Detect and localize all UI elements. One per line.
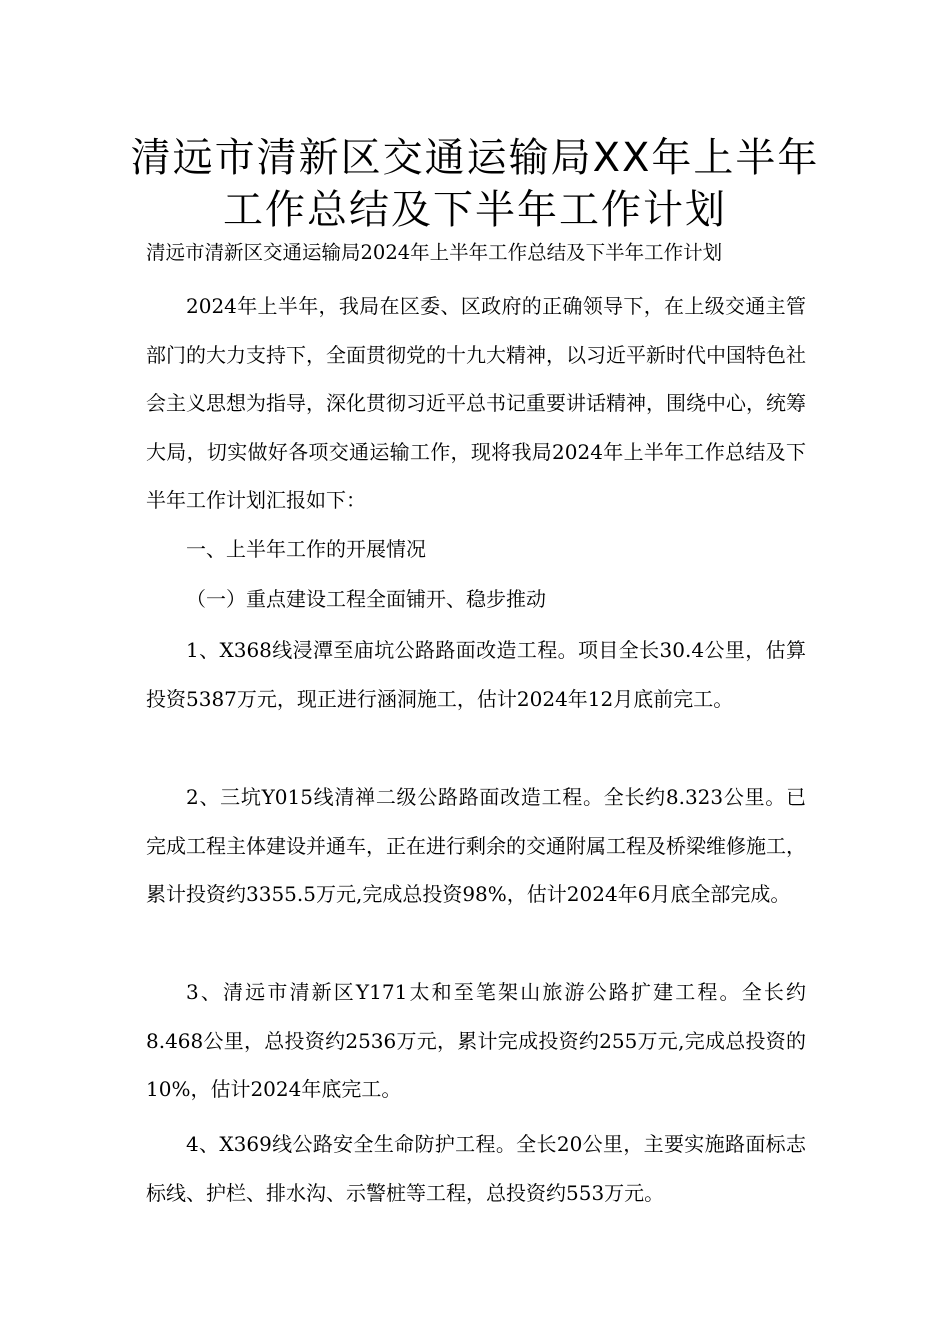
document-title-line-1: 清远市清新区交通运输局XX年上半年 — [130, 135, 820, 181]
list-item: 1、X368线浸潭至庙坑公路路面改造工程。项目全长30.4公里，估算投资5387万元，现正进行涵洞施工，估计2024年12月底前完工。 — [146, 638, 806, 711]
list-item: 3、清远市清新区Y171太和至笔架山旅游公路扩建工程。全长约8.468公里，总投资约2536万元，累计完成投资约255万元,完成总投资的10%，估计2024年底完工。 — [146, 980, 806, 1101]
list-item: 2、三坑Y015线清禅二级公路路面改造工程。全长约8.323公里。已完成工程主体建设并通车，正在进行剩余的交通附属工程及桥梁维修施工，累计投资约3355.5万元,完成总投资98%，估计2024年6月底全部完成。 — [146, 785, 806, 906]
document-title-line-2: 工作总结及下半年工作计划 — [223, 187, 727, 233]
document-subtitle: 清远市清新区交通运输局2024年上半年工作总结及下半年工作计划 — [146, 241, 723, 264]
intro-paragraph: 2024年上半年，我局在区委、区政府的正确领导下，在上级交通主管部门的大力支持下，全面贯彻党的十九大精神，以习近平新时代中国特色社会主义思想为指导，深化贯彻习近平总书记重要讲话精神，围绕中心，统筹大局，切实做好各项交通运输工作，现将我局2024年上半年工作总结及下半年工作计划汇报如下： — [146, 294, 806, 512]
subsection-heading: （一）重点建设工程全面铺开、稳步推动 — [186, 587, 546, 611]
list-item: 4、X369线公路安全生命防护工程。全长20公里，主要实施路面标志标线、护栏、排水沟、示警桩等工程，总投资约553万元。 — [146, 1132, 806, 1205]
section-heading: 一、上半年工作的开展情况 — [186, 537, 426, 561]
